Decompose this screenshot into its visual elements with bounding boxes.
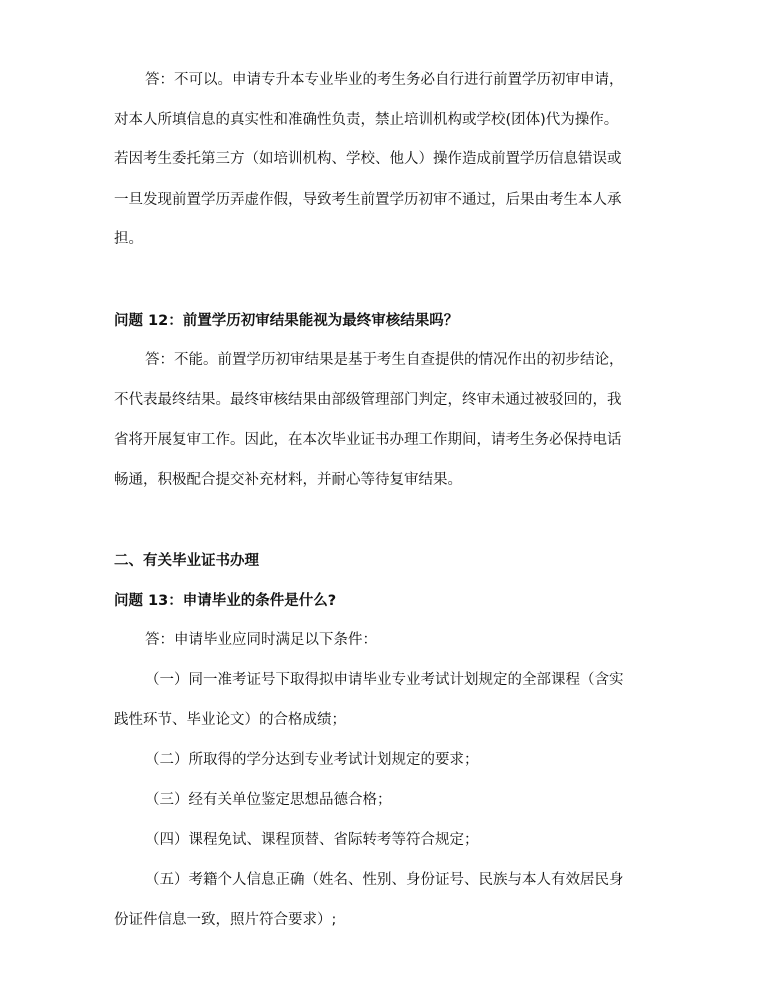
- answer-13-line-3: 践性环节、毕业论文）的合格成绩；: [114, 712, 346, 728]
- section-2-heading: 二、有关毕业证书办理: [114, 553, 259, 569]
- answer-11-line-3: 若因考生委托第三方（如培训机构、学校、他人）操作造成前置学历信息错误或: [114, 151, 622, 167]
- answer-13-line-4: （二）所取得的学分达到专业考试计划规定的要求；: [145, 752, 479, 768]
- answer-12-line-3: 省将开展复审工作。因此，在本次毕业证书办理工作期间，请考生务必保持电话: [114, 432, 622, 448]
- question-12-title: 问题 12：前置学历初审结果能视为最终审核结果吗？: [114, 313, 459, 329]
- answer-13-line-5: （三）经有关单位鉴定思想品德合格；: [145, 792, 392, 808]
- answer-12-line-2: 不代表最终结果。最终审核结果由部级管理部门判定，终审未通过被驳回的，我: [114, 392, 622, 408]
- answer-12-line-4: 畅通，积极配合提交补充材料，并耐心等待复审结果。: [114, 472, 462, 488]
- answer-13-line-1: 答：申请毕业应同时满足以下条件：: [145, 632, 377, 648]
- answer-13-line-7: （五）考籍个人信息正确（姓名、性别、身份证号、民族与本人有效居民身: [145, 872, 624, 888]
- answer-11-line-4: 一旦发现前置学历弄虚作假，导致考生前置学历初审不通过，后果由考生本人承: [114, 192, 622, 208]
- answer-11-line-2: 对本人所填信息的真实性和准确性负责，禁止培训机构或学校(团体)代为操作。: [114, 112, 619, 128]
- question-13-title: 问题 13：申请毕业的条件是什么?: [114, 593, 337, 609]
- answer-13-line-2: （一）同一准考证号下取得拟申请毕业专业考试计划规定的全部课程（含实: [145, 672, 624, 688]
- answer-11-line-1: 答：不可以。申请专升本专业毕业的考生务必自行进行前置学历初审申请，: [145, 72, 624, 88]
- answer-13-line-8: 份证件信息一致，照片符合要求）;: [114, 912, 337, 928]
- answer-12-line-1: 答：不能。前置学历初审结果是基于考生自查提供的情况作出的初步结论，: [145, 352, 624, 368]
- answer-11-line-5: 担。: [114, 231, 143, 247]
- answer-13-line-6: （四）课程免试、课程顶替、省际转考等符合规定；: [145, 832, 479, 848]
